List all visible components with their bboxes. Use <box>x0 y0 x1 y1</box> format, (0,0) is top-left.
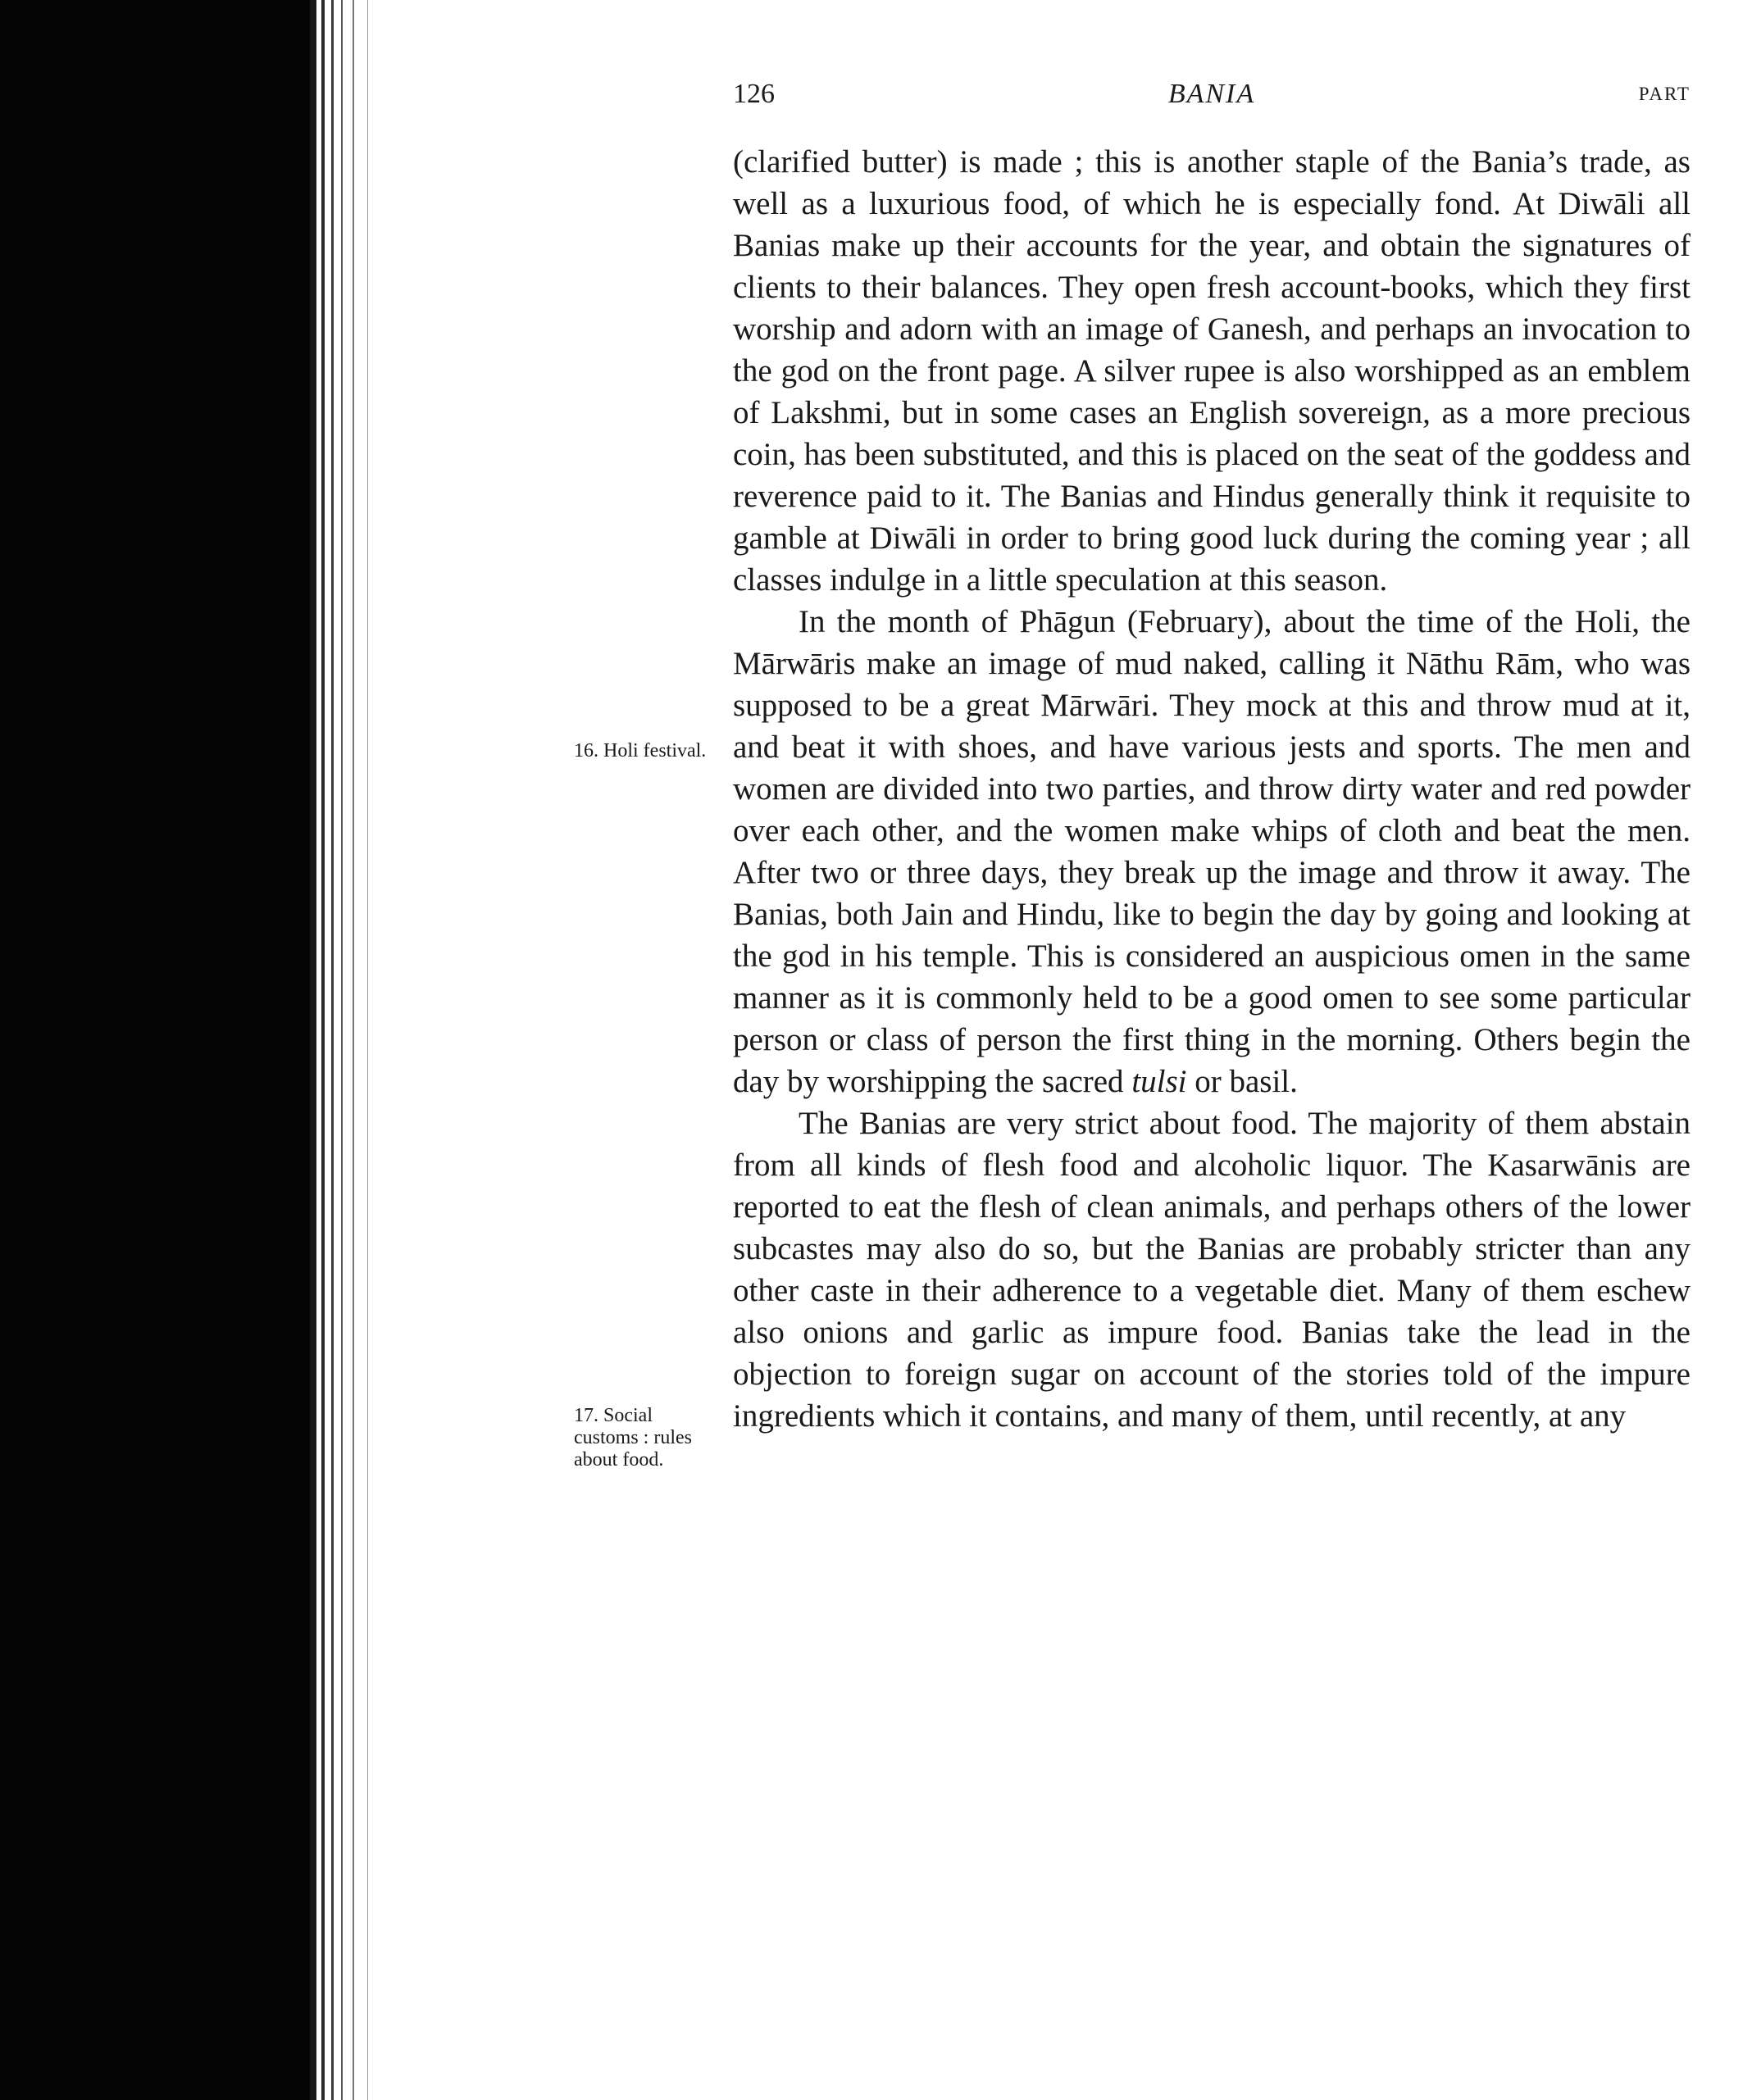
part-label: PART <box>1638 84 1691 104</box>
paragraph-holi-text: In the month of Phāgun (February), about the time of the Holi, the Mārwāris make an image of mud naked, calling it Nāthu Rām, who was supposed to be a great Mārwāri. They mock at this and throw mud at it, and beat it with shoes, and have various jests and sports. The men and women are divided into two parties, and throw dirty water and red powder over each other, and the women make whips of cloth and beat the men. After two or three days, they break up the image and throw it away. The Banias, both Jain and Hindu, like to begin the day by going and looking at the god in his temple. This is considered an auspicious omen in the same manner as it is commonly held to be a good omen to see some particular person or class of person the first thing in the morning. Others begin the day by worshipping the sacred <box>733 604 1691 1099</box>
italic-term-tulsi: tulsi <box>1131 1064 1187 1099</box>
running-title: BANIA <box>1167 79 1256 109</box>
paragraph-holi <box>733 601 1691 1102</box>
page-number: 126 <box>733 79 775 109</box>
paragraph-food-rules: The Banias are very strict about food. The majority of them abstain from all kinds of flesh food and alcoholic liquor. The Kasarwānis are reported to eat the flesh of clean animals, and perhaps others of the lower subcastes may also do so, but the Banias are probably stricter than any other caste in their adherence to a vegetable diet. Many of them eschew also onions and garlic as impure food. Banias take the lead in the objection to foreign sugar on account of the stories told of the impure ingredients which it contains, and many of them, until recently, at any <box>733 1106 1691 1434</box>
body-text <box>733 141 1691 1437</box>
sidenote-social-customs: 17. Social customs : rules about food. <box>574 1405 692 1470</box>
paragraph-diwali: (clarified butter) is made ; this is another staple of the Bania’s trade, as well as a luxurious food, of which he is especially fond. At Diwāli all Banias make up their accounts for the year, and obtain the signatures of clients to their balances. They open fresh account-books, which they first worship and adorn with an image of Ganesh, and perhaps an invocation to the god on the front page. A silver rupee is also worshipped as an emblem of Lakshmi, but in some cases an English sovereign, as a more precious coin, has been substituted, and this is placed on the seat of the goddess and reverence paid to it. The Banias and Hindus generally think it requisite to gamble at Diwāli in order to bring good luck during the coming year ; all classes indulge in a little speculation at this season. <box>733 144 1691 598</box>
running-header <box>733 79 1691 120</box>
paragraph-holi-end: or basil. <box>1195 1064 1298 1099</box>
page-edge-lines <box>310 0 384 2100</box>
sidenote-holi-festival: 16. Holi festival. <box>574 740 707 761</box>
book-gutter <box>0 0 310 2100</box>
